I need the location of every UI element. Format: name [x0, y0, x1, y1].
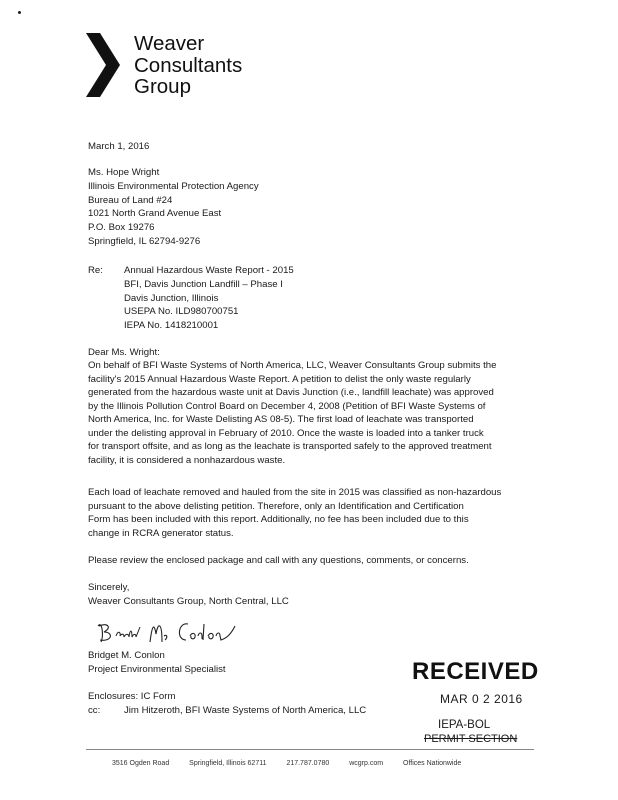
footer-web: wcgrp.com [349, 760, 384, 767]
letter-date: March 1, 2016 [88, 141, 150, 152]
body-paragraph-3: Please review the enclosed package and call with any questions, comments, or concerns. [88, 555, 469, 566]
paragraph-line: generated from the hazardous waste unit at Davis Junction (i.e., landfill leachate) was approved [88, 387, 494, 398]
paragraph-line: Form has been included with this report. Additionally, no fee has been included due to this [88, 514, 469, 525]
weaver-logo-mark [86, 33, 122, 97]
scan-speck [18, 11, 21, 14]
body-paragraph-2 [88, 486, 528, 540]
re-subject [124, 264, 294, 333]
footer-offices: Offices Nationwide [403, 760, 462, 767]
re-line: Davis Junction, Illinois [124, 292, 219, 304]
company-name-logo [134, 33, 242, 98]
signatory-company: Weaver Consultants Group, North Central, LLC [88, 596, 289, 607]
recipient-line: P.O. Box 19276 [88, 222, 155, 234]
recipient-line: Ms. Hope Wright [88, 167, 160, 178]
paragraph-line: change in RCRA generator status. [88, 527, 234, 539]
footer-divider [86, 749, 534, 750]
recipient-line: Springfield, IL 62794-9276 [88, 235, 201, 247]
closing: Sincerely, [88, 582, 130, 593]
paragraph-line: by the Illinois Pollution Control Board on December 4, 2008 (Petition of BFI Waste Systems of [88, 400, 486, 412]
enclosures: Enclosures: IC Form [88, 691, 176, 702]
handwritten-signature [92, 614, 252, 648]
re-line: USEPA No. ILD980700751 [124, 306, 239, 318]
cc-recipient: Jim Hitzeroth, BFI Waste Systems of North America, LLC [124, 705, 367, 716]
re-label: Re: [88, 265, 103, 276]
paragraph-line: pursuant to the above delisting petition. Therefore, only an Identification and Certification [88, 500, 464, 512]
signer-name: Bridget M. Conlon [88, 650, 165, 661]
cc-label: cc: [88, 705, 101, 716]
recipient-line: 1021 North Grand Avenue East [88, 208, 222, 220]
received-stamp: RECEIVED [412, 658, 539, 685]
paragraph-line: facility, it is considered a nonhazardous waste. [88, 454, 286, 466]
paragraph-line: Each load of leachate removed and hauled from the site in 2015 was classified as non-hazardous [88, 487, 502, 498]
re-line: BFI, Davis Junction Landfill – Phase I [124, 278, 283, 290]
recipient-line: Illinois Environmental Protection Agency [88, 180, 259, 192]
paragraph-line: for transport offsite, and as long as the leachate is transported safely to the approved treatment [88, 441, 492, 452]
paragraph-line: facility's 2015 Annual Hazardous Waste Report. A petition to delist the only waste regularly [88, 373, 471, 385]
logo-line-2: Consultants [134, 53, 243, 77]
paragraph-line: On behalf of BFI Waste Systems of North America, LLC, Weaver Consultants Group submits the [88, 360, 497, 371]
logo-line-3: Group [134, 75, 191, 98]
body-paragraph-1 [88, 359, 528, 467]
received-stamp-section: PERMIT SECTION [424, 733, 518, 745]
re-line: IEPA No. 1418210001 [124, 320, 219, 332]
footer-address: 3516 Ogden Road [112, 760, 170, 767]
paragraph-line: North America, Inc. for Waste Delisting AS 08-5). The first load of leachate was transported [88, 414, 474, 425]
footer-contact [112, 760, 479, 767]
logo-line-1: Weaver [134, 32, 205, 55]
paragraph-line: under the delisting approval in February of 2010. Once the waste is loaded into a tanker truck [88, 427, 484, 439]
received-stamp-date: MAR 0 2 2016 [440, 692, 523, 706]
footer-phone: 217.787.0780 [286, 760, 330, 767]
re-line: Annual Hazardous Waste Report - 2015 [124, 265, 294, 276]
salutation: Dear Ms. Wright: [88, 347, 160, 358]
footer-city: Springfield, Illinois 62711 [189, 760, 267, 767]
recipient-address [88, 166, 259, 249]
received-stamp-agency: IEPA-BOL [438, 719, 491, 731]
recipient-line: Bureau of Land #24 [88, 194, 173, 206]
signer-title: Project Environmental Specialist [88, 664, 226, 675]
